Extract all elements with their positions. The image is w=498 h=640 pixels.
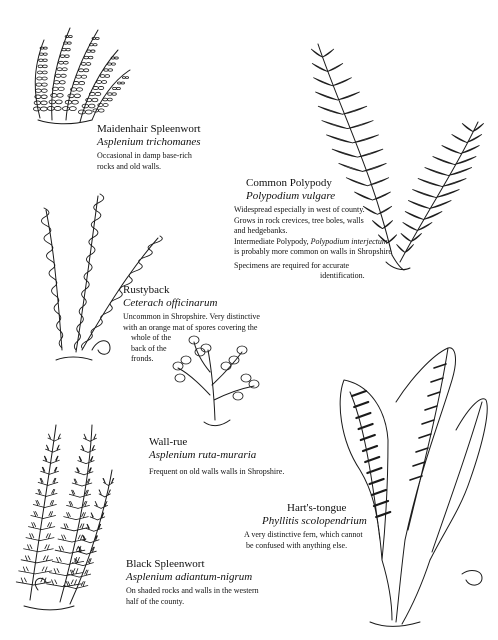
description-line: whole of the xyxy=(131,333,171,342)
description-line: be confused with anything else. xyxy=(246,540,348,550)
description-line: fronds. xyxy=(131,354,154,363)
maidenhair-spleenwort-illustration xyxy=(33,28,130,124)
maidenhair-spleenwort-entry xyxy=(97,123,201,172)
description-line: is probably more common on walls in Shropshire xyxy=(234,247,392,256)
wall-rue-entry xyxy=(149,436,284,478)
fern-common-name: Hart's-tongue xyxy=(287,502,347,514)
description-line xyxy=(234,237,409,248)
intermediate-latin: Polypodium interjectum xyxy=(310,236,388,246)
description-line: and hedgebanks. xyxy=(234,226,288,235)
fern-latin-name: Ceterach officinarum xyxy=(123,297,218,309)
description-line: with an orange mat of spores covering the xyxy=(123,322,258,332)
description-line: identification. xyxy=(320,271,365,280)
fern-latin-name: Asplenium adiantum-nigrum xyxy=(126,571,253,583)
intermediate-prefix: Intermediate Polypody, xyxy=(234,236,311,246)
description-line: half of the county. xyxy=(126,596,185,606)
description-line: Uncommon in Shropshire. Very distinctive xyxy=(123,312,260,321)
maidenhair-pinnae xyxy=(33,36,128,114)
fern-description xyxy=(244,530,367,551)
fern-common-name: Common Polypody xyxy=(246,177,332,189)
fern-description xyxy=(234,205,409,282)
fern-latin-name: Phyllitis scolopendrium xyxy=(262,515,367,527)
description-line: rocks and old walls. xyxy=(97,161,161,171)
description-line: back of the xyxy=(131,343,167,353)
fern-description xyxy=(97,151,201,172)
black-spleenwort-illustration xyxy=(16,425,114,610)
description-line: Frequent on old walls walls in Shropshire. xyxy=(149,467,285,476)
fern-common-name: Maidenhair Spleenwort xyxy=(97,123,201,135)
fern-common-name: Black Spleenwort xyxy=(126,558,205,570)
description-line: Grows in rock crevices, tree boles, walls xyxy=(234,215,364,225)
rustyback-entry xyxy=(123,284,260,365)
fern-common-name: Rustyback xyxy=(123,284,170,296)
description-line: Specimens are required for accurate xyxy=(234,260,350,270)
description-line: A very distinctive fern, which cannot xyxy=(244,530,363,539)
fern-description xyxy=(149,467,284,478)
black-spleenwort-entry xyxy=(126,558,259,607)
fern-latin-name: Asplenium trichomanes xyxy=(97,136,201,148)
harts-tongue-entry xyxy=(244,502,367,551)
fern-common-name: Wall-rue xyxy=(149,436,188,448)
fern-latin-name: Polypodium vulgare xyxy=(246,190,336,202)
description-line: Occasional in damp base-rich xyxy=(97,151,192,160)
common-polypody-entry xyxy=(234,177,409,282)
description-line: On shaded rocks and walls in the western xyxy=(126,586,259,595)
black-spleenwort-pinnae xyxy=(16,434,114,588)
fern-description xyxy=(126,586,259,607)
harts-tongue-illustration xyxy=(340,348,487,627)
description-line: Widespread especially in west of county. xyxy=(234,205,365,214)
fern-latin-name: Asplenium ruta-muraria xyxy=(149,449,257,461)
fern-description xyxy=(123,312,260,365)
